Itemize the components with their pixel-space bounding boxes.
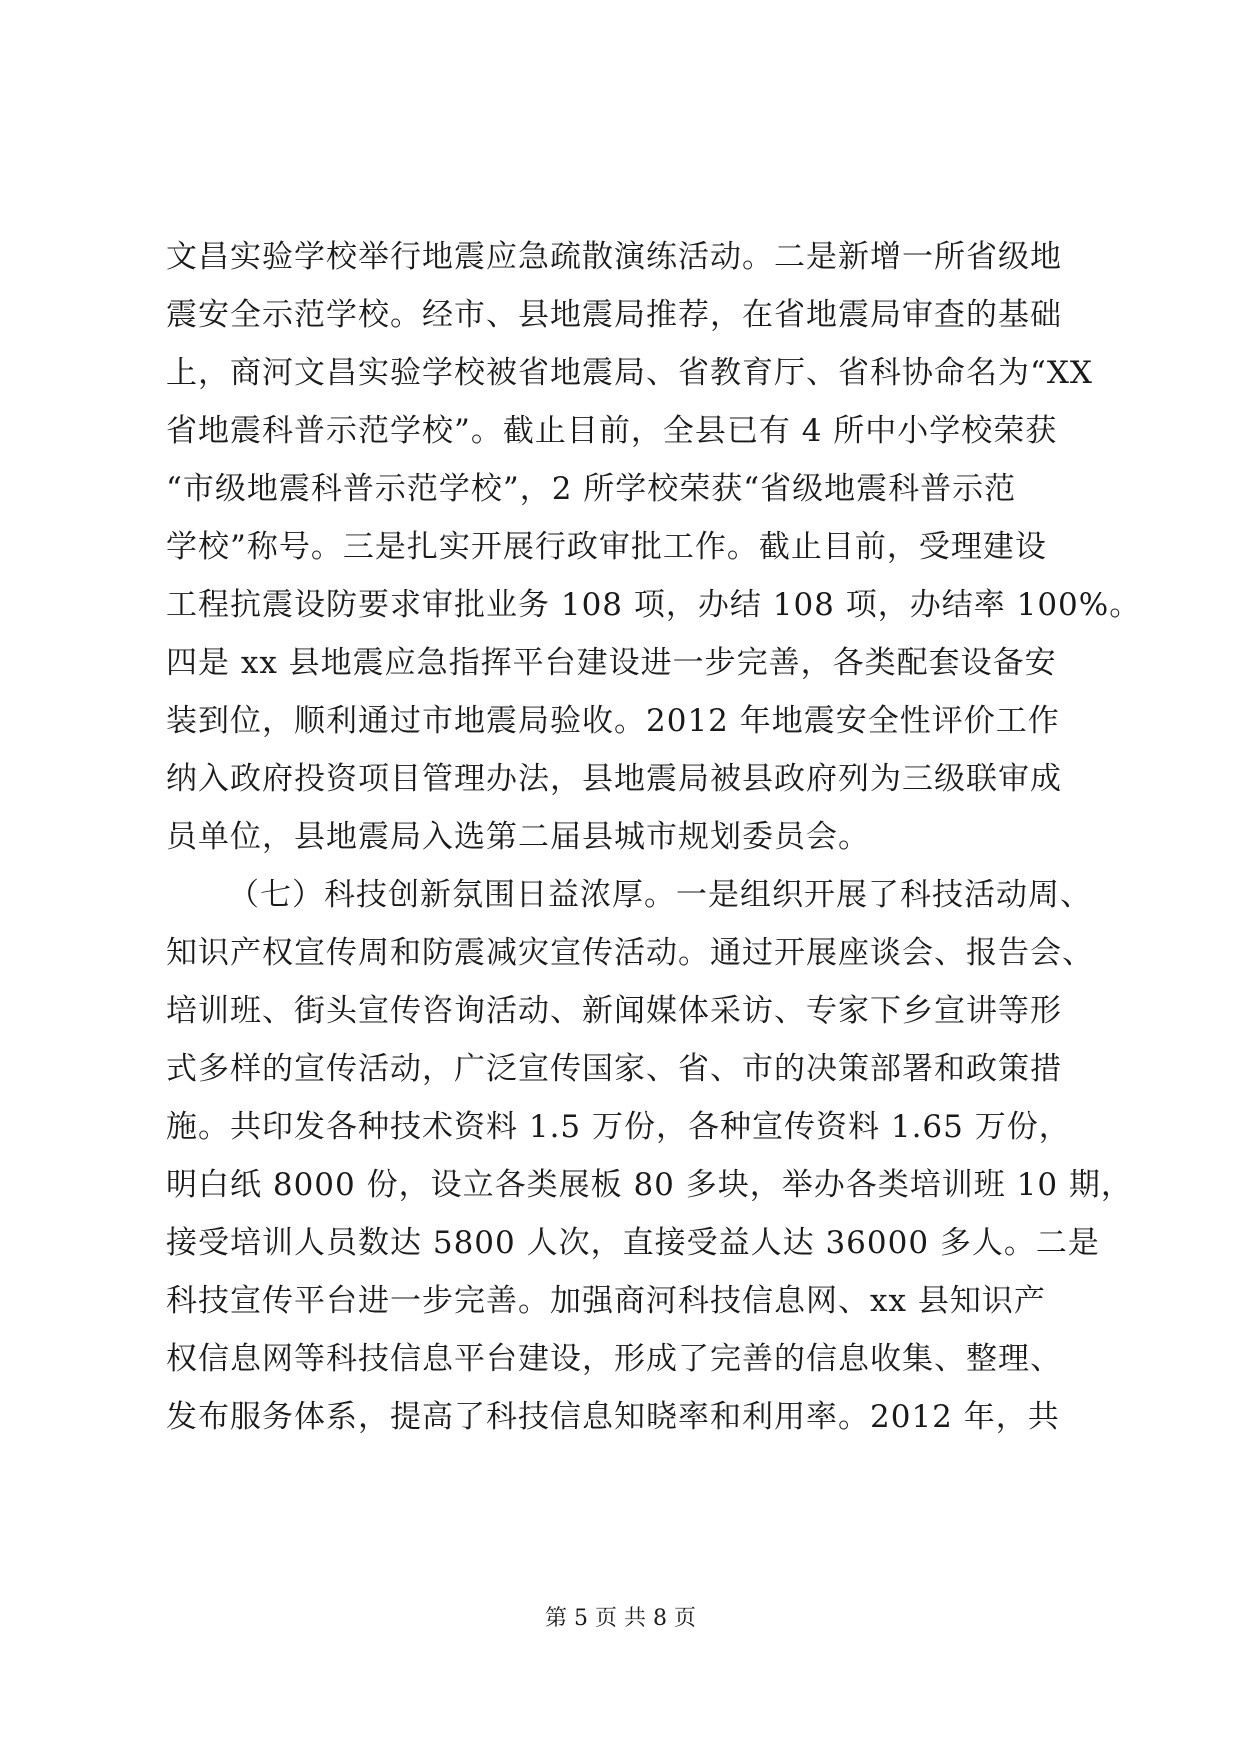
text-line: 明白纸 8000 份，设立各类展板 80 多块，举办各类培训班 10 期， xyxy=(166,1167,1133,1203)
text-line: 学校”称号。三是扎实开展行政审批工作。截止目前，受理建设 xyxy=(166,529,1047,565)
text-line: 文昌实验学校举行地震应急疏散演练活动。二是新增一所省级地 xyxy=(166,239,1062,275)
text-line: 知识产权宣传周和防震减灾宣传活动。通过开展座谈会、报告会、 xyxy=(166,935,1094,971)
text-line: “市级地震科普示范学校”，2 所学校荣获“省级地震科普示范 xyxy=(166,471,1017,507)
text-line: 装到位，顺利通过市地震局验收。2012 年地震安全性评价工作 xyxy=(166,703,1060,739)
text-line: 员单位，县地震局入选第二届县城市规划委员会。 xyxy=(166,819,870,855)
text-line: 工程抗震设防要求审批业务 108 项，办结 108 项，办结率 100%。 xyxy=(166,587,1142,623)
page-footer: 第 5 页 共 8 页 xyxy=(545,1606,696,1631)
text-line: 震安全示范学校。经市、县地震局推荐，在省地震局审查的基础 xyxy=(166,297,1062,333)
text-line: 权信息网等科技信息平台建设，形成了完善的信息收集、整理、 xyxy=(166,1341,1062,1377)
text-line: 式多样的宣传活动，广泛宣传国家、省、市的决策部署和政策措 xyxy=(166,1051,1062,1087)
text-line: 科技宣传平台进一步完善。加强商河科技信息网、xx 县知识产 xyxy=(166,1283,1046,1319)
text-line: 施。共印发各种技术资料 1.5 万份，各种宣传资料 1.65 万份， xyxy=(166,1109,1071,1145)
text-line: 发布服务体系，提高了科技信息知晓率和利用率。2012 年，共 xyxy=(166,1399,1060,1435)
text-line: 四是 xx 县地震应急指挥平台建设进一步完善，各类配套设备安 xyxy=(166,645,1057,681)
text-line: 接受培训人员数达 5800 人次，直接受益人达 36000 多人。二是 xyxy=(166,1225,1100,1261)
section-heading-line: （七）科技创新氛围日益浓厚。一是组织开展了科技活动周、 xyxy=(228,877,1092,913)
document-body xyxy=(166,228,1142,1446)
text-line: 上，商河文昌实验学校被省地震局、省教育厅、省科协命名为“XX xyxy=(166,355,1093,391)
text-line: 培训班、街头宣传咨询活动、新闻媒体采访、专家下乡宣讲等形 xyxy=(166,993,1062,1029)
text-line: 省地震科普示范学校”。截止目前，全县已有 4 所中小学校荣获 xyxy=(166,413,1058,449)
text-line: 纳入政府投资项目管理办法，县地震局被县政府列为三级联审成 xyxy=(166,761,1062,797)
